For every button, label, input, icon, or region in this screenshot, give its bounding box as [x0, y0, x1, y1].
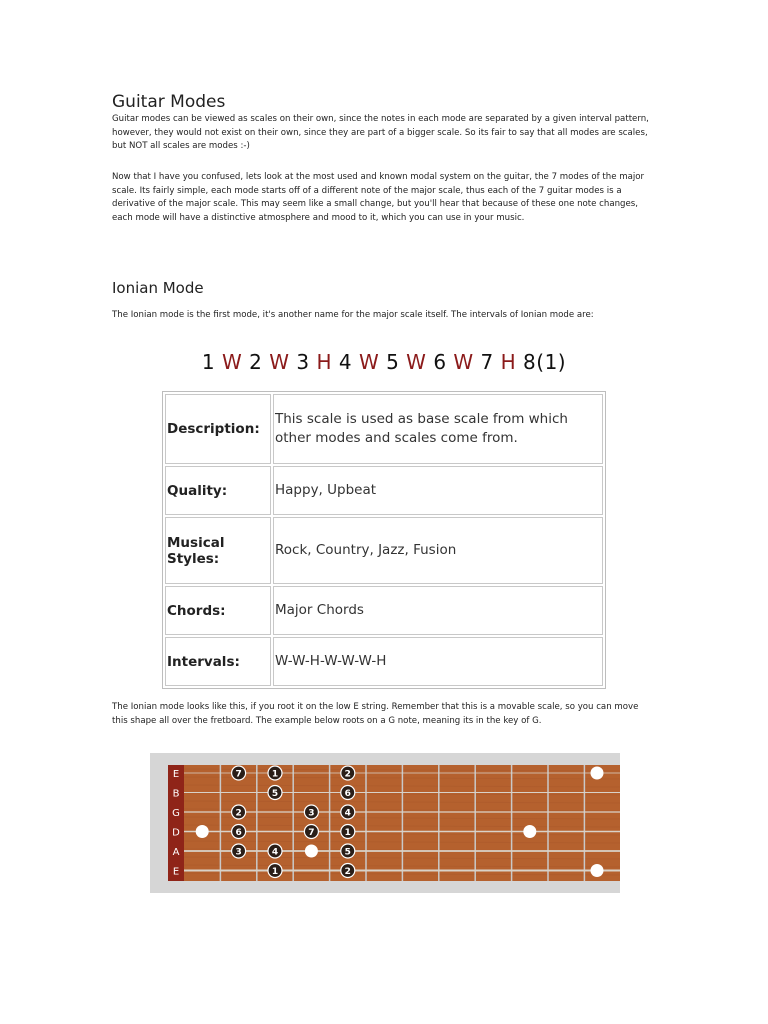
ionian-intro: The Ionian mode is the first mode, it's another name for the major scale itself. The intervals of Ionian mode are: [112, 310, 594, 320]
step-token: W [269, 350, 290, 374]
inlay-dot [591, 864, 604, 877]
note-label: 3 [308, 808, 315, 819]
string-label: D [172, 827, 180, 839]
table-value: Rock, Country, Jazz, Fusion [273, 517, 603, 584]
fretboard-diagram [150, 753, 620, 893]
step-token: H [500, 350, 517, 374]
note-label: 6 [235, 828, 242, 838]
string-label: E [172, 866, 180, 878]
note-label: 1 [344, 828, 351, 838]
degree-token: 6 [433, 350, 447, 374]
step-token: W [453, 350, 474, 374]
table-row [165, 394, 603, 464]
string-label: G [172, 808, 180, 819]
inlay-dot [591, 767, 604, 780]
ionian-heading: Ionian Mode [112, 279, 204, 297]
inlay-dot [523, 825, 536, 838]
table-row [165, 637, 603, 686]
degree-token: 1 [201, 350, 216, 374]
table-row [165, 466, 603, 515]
degree-token: 7 [480, 350, 494, 374]
step-token: W [221, 350, 243, 374]
degree-token: 2 [249, 350, 263, 374]
note-label: 7 [235, 769, 242, 780]
inlay-dot [196, 825, 209, 838]
table-key: Musical Styles: [165, 517, 271, 584]
string-label: E [172, 769, 180, 780]
mode-info-table [162, 391, 606, 689]
note-label: 2 [344, 867, 351, 877]
table-row [165, 586, 603, 635]
fretboard-wood [168, 765, 620, 881]
degree-token: 3 [296, 350, 310, 374]
string-label: A [172, 847, 180, 858]
intro-paragraph-2: Now that I have you confused, lets look at the most used and known modal system on the guitar, the 7 modes of the major scale. Its fairly simple, each mode starts off of a different note of the major scale, thus each of the 7 guitar modes is a derivative of the major scale. This may seem like a small change, but you'll hear that because of these one note changes, each mode will have a distinctive atmosphere and mood to it, which you can use in your music. [112, 172, 645, 223]
step-token: W [406, 350, 427, 374]
step-token: W [358, 350, 380, 374]
table-key: Quality: [165, 466, 271, 515]
note-label: 2 [344, 769, 351, 780]
note-label: 6 [344, 789, 351, 799]
table-key: Chords: [165, 586, 271, 635]
degree-token: 4 [338, 350, 353, 374]
table-key: Intervals: [165, 637, 271, 686]
degree-token: 5 [386, 350, 400, 374]
shape-paragraph: The Ionian mode looks like this, if you root it on the low E string. Remember that this is a movable scale, so you can move this shape all over the fretboard. The example below roots on a G note, meaning its in the key of G. [112, 702, 639, 726]
intro-paragraph-1: Guitar modes can be viewed as scales on their own, since the notes in each mode are separated by a given interval pattern, however, they would not exist on their own, since they are part of a bigger scale. So its fair to say that all modes are scales, but NOT all scales are modes :-) [112, 114, 649, 151]
note-label: 7 [308, 828, 315, 838]
table-row [165, 517, 603, 584]
step-token: H [316, 350, 332, 374]
table-value: Happy, Upbeat [273, 466, 603, 515]
note-label: 5 [271, 789, 279, 799]
table-key: Description: [165, 394, 271, 464]
nut [168, 765, 184, 881]
note-label: 5 [344, 847, 351, 858]
page-title: Guitar Modes [112, 92, 226, 112]
table-value: W-W-H-W-W-W-H [273, 637, 603, 686]
note-label: 4 [271, 847, 279, 858]
note-label: 4 [344, 808, 351, 819]
table-value: Major Chords [273, 586, 603, 635]
note-label: 1 [271, 867, 279, 877]
string-label: B [172, 788, 180, 800]
interval-formula [0, 350, 768, 374]
note-label: 1 [271, 769, 279, 780]
inlay-dot [305, 845, 318, 858]
note-label: 2 [235, 808, 242, 819]
table-value: This scale is used as base scale from which other modes and scales come from. [273, 394, 603, 464]
note-label: 3 [235, 847, 242, 858]
degree-token: 8(1) [523, 350, 567, 374]
